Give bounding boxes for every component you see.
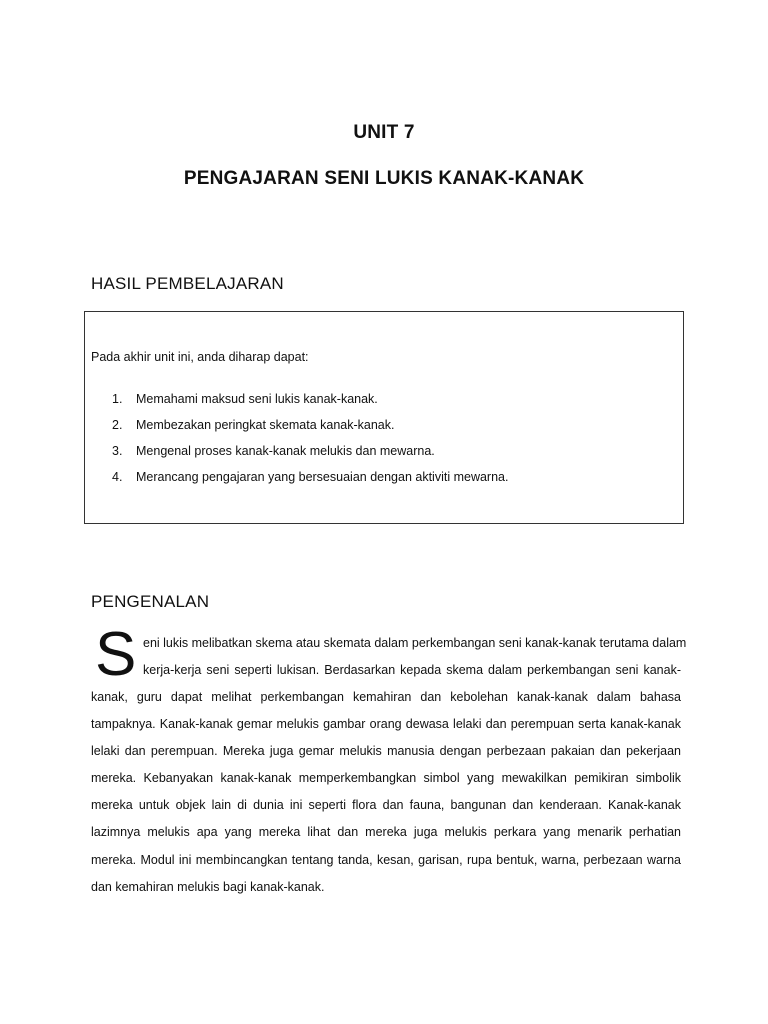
- list-item: [112, 464, 508, 490]
- paragraph-line: mereka. Kebanyakan kanak-kanak memperkembangkan simbol yang mewakilkan pemikiran simbolik: [91, 771, 681, 786]
- paragraph-line: lelaki dan perempuan. Mereka juga gemar melukis manusia dengan perbezaan pakaian dan pekerjaan: [91, 744, 681, 759]
- paragraph-body-lines: [91, 684, 681, 901]
- list-item-text: Mengenal proses kanak-kanak melukis dan mewarna.: [136, 444, 435, 458]
- paragraph-line: kanak, guru dapat melihat perkembangan kemahiran dan kebolehan kanak-kanak dalam bahasa: [91, 690, 681, 704]
- paragraph-line: tampaknya. Kanak-kanak gemar melukis gambar orang dewasa lelaki dan perempuan serta kanak-kanak: [91, 717, 681, 732]
- paragraph-line: lazimnya melukis apa yang mereka lihat dan mereka juga melukis perkara yang menarik perhatian: [91, 825, 681, 840]
- unit-number-title: UNIT 7: [353, 122, 415, 143]
- list-item-number: 2.: [112, 418, 123, 432]
- list-item-text: Memahami maksud seni lukis kanak-kanak.: [136, 392, 378, 406]
- list-item: [112, 386, 508, 412]
- unit-main-title: PENGAJARAN SENI LUKIS KANAK-KANAK: [183, 168, 585, 189]
- paragraph-line: kerja-kerja seni seperti lukisan. Berdasarkan kepada skema dalam perkembangan seni kanak-: [143, 663, 681, 677]
- learning-outcomes-intro: Pada akhir unit ini, anda diharap dapat:: [91, 350, 309, 364]
- introduction-heading: PENGENALAN: [91, 592, 210, 611]
- list-item: [112, 412, 508, 438]
- list-item-number: 3.: [112, 444, 123, 458]
- paragraph-line: eni lukis melibatkan skema atau skemata dalam perkembangan seni kanak-kanak terutama dalam: [143, 636, 687, 650]
- list-item: [112, 438, 508, 464]
- paragraph-first-lines: [143, 630, 687, 684]
- learning-outcomes-list: [112, 386, 508, 490]
- list-item-number: 4.: [112, 470, 123, 484]
- learning-outcomes-heading: HASIL PEMBELAJARAN: [91, 274, 284, 293]
- list-item-number: 1.: [112, 392, 123, 406]
- paragraph-line: mereka. Modul ini membincangkan tentang tanda, kesan, garisan, rupa bentuk, warna, perbezaan warna: [91, 852, 681, 867]
- learning-outcomes-box: [84, 311, 684, 524]
- paragraph-line: mereka untuk objek lain di dunia ini seperti flora dan fauna, bangunan dan kenderaan. Kanak-kanak: [91, 798, 681, 813]
- list-item-text: Membezakan peringkat skemata kanak-kanak.: [136, 418, 395, 432]
- drop-cap-letter: S: [95, 620, 137, 689]
- list-item-text: Merancang pengajaran yang bersesuaian dengan aktiviti mewarna.: [136, 470, 509, 484]
- paragraph-line: dan kemahiran melukis bagi kanak-kanak.: [91, 879, 325, 894]
